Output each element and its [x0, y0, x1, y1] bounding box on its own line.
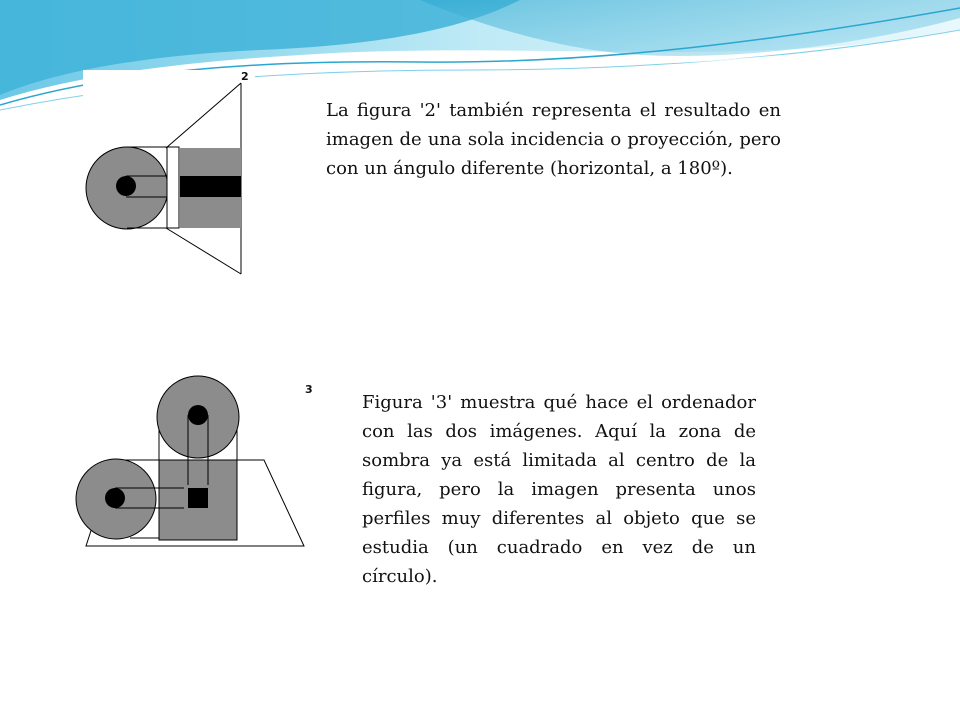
black-dot	[116, 176, 136, 196]
figure-3-label: 3	[305, 383, 313, 396]
figure-2-label: 2	[241, 70, 249, 83]
figure-2-caption: La figura '2' también representa el resultado en imagen de una sola incidencia o proyección, pero con un ángulo diferente (horizontal, a 180º).	[326, 100, 781, 179]
left-black-dot	[105, 488, 125, 508]
figure-2-diagram	[83, 70, 255, 313]
figure-3-diagram	[74, 375, 322, 550]
figure-3-caption: Figura '3' muestra qué hace el ordenador con las dos imágenes. Aquí la zona de sombra ya está limitada al centro de la figura, pero la imagen presenta unos perfiles muy diferentes al objeto que se estudia (un cuadrado en vez de un círculo).	[362, 392, 756, 587]
figure-3	[74, 375, 322, 550]
top-black-dot	[188, 405, 208, 425]
figure-2	[83, 70, 255, 313]
black-band	[180, 176, 241, 197]
center-black-square	[188, 488, 208, 508]
